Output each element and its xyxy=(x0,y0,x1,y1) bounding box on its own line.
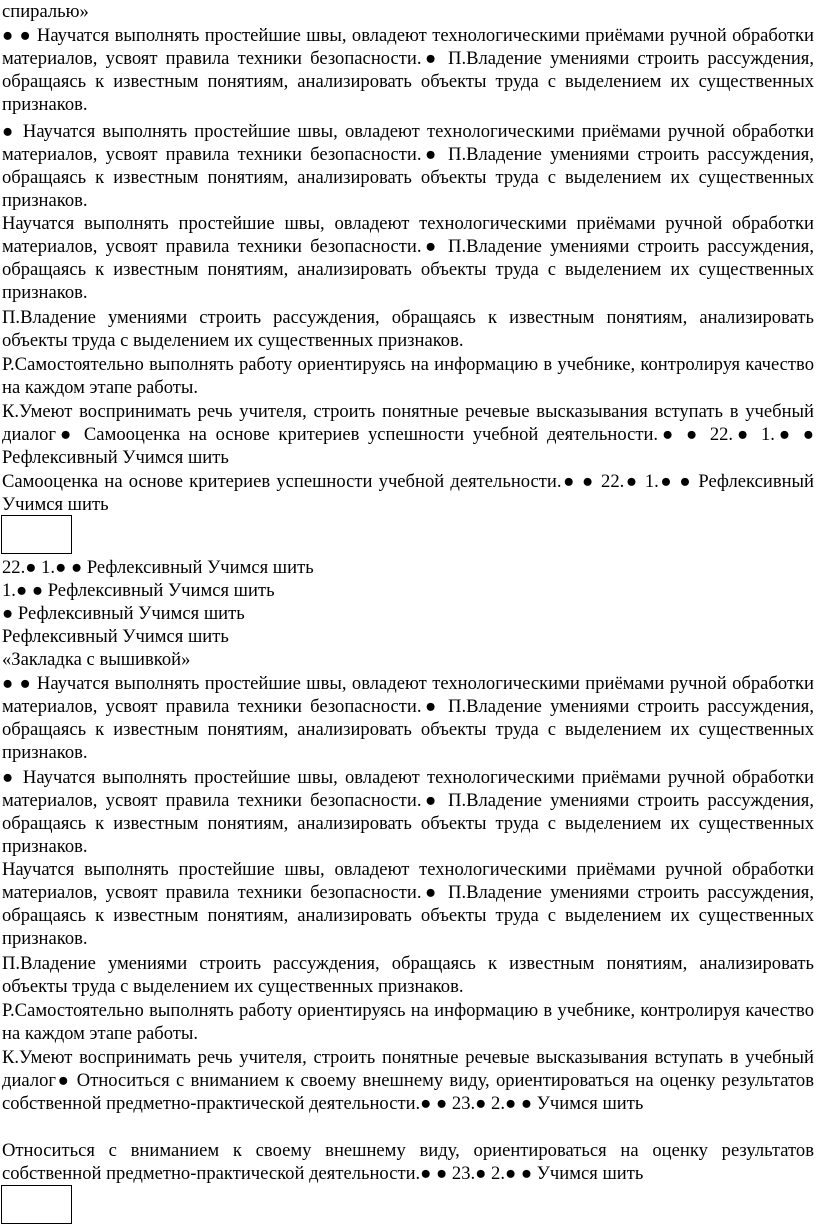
paragraph: П.Владение умениями строить рассуждения, обращаясь к известным понятиям, анализировать объекты труда с выделением их существенных признаков. xyxy=(2,307,814,351)
empty-table-cell xyxy=(1,515,72,554)
paragraph: ● ● Научатся выполнять простейшие швы, овладеют технологическими приёмами ручной обработки материалов, усвоят правила техники безопасности.● П.Владение умениями строить рассуждения, обращаясь к известным понятиям, анализировать объекты труда с выделением их существенных признаков. xyxy=(2,25,814,115)
paragraph: Научатся выполнять простейшие швы, овладеют технологическими приёмами ручной обработки материалов, усвоят правила техники безопасности.● П.Владение умениями строить рассуждения, обращаясь к известным понятиям, анализировать объекты труда с выделением их существенных признаков. xyxy=(2,859,814,949)
paragraph: Р.Самостоятельно выполнять работу ориентируясь на информацию в учебнике, контролируя качество на каждом этапе работы. xyxy=(2,1000,814,1044)
paragraph: Р.Самостоятельно выполнять работу ориентируясь на информацию в учебнике, контролируя качество на каждом этапе работы. xyxy=(2,354,814,398)
empty-table-cell xyxy=(1,1185,72,1224)
paragraph: ● ● Научатся выполнять простейшие швы, овладеют технологическими приёмами ручной обработки материалов, усвоят правила техники безопасности.● П.Владение умениями строить рассуждения, обращаясь к известным понятиям, анализировать объекты труда с выделением их существенных признаков. xyxy=(2,673,814,763)
paragraph: К.Умеют воспринимать речь учителя, строить понятные речевые высказывания вступать в учебный диалог● Относиться с вниманием к своему внешнему виду, ориентироваться на оценку результатов собственной предметно-практической деятельности.● ● 23.● 2.● ● Учимся шить xyxy=(2,1047,814,1114)
text-line: спиралью» xyxy=(2,1,89,22)
paragraph: Научатся выполнять простейшие швы, овладеют технологическими приёмами ручной обработки материалов, усвоят правила техники безопасности.● П.Владение умениями строить рассуждения, обращаясь к известным понятиям, анализировать объекты труда с выделением их существенных признаков. xyxy=(2,213,814,303)
paragraph: П.Владение умениями строить рассуждения, обращаясь к известным понятиям, анализировать объекты труда с выделением их существенных признаков. xyxy=(2,953,814,997)
paragraph: Самооценка на основе критериев успешности учебной деятельности.● ● 22.● 1.● ● Рефлексивный Учимся шить xyxy=(2,471,814,515)
text-line: 1.● ● Рефлексивный Учимся шить xyxy=(2,580,275,601)
paragraph: ● Научатся выполнять простейшие швы, овладеют технологическими приёмами ручной обработки материалов, усвоят правила техники безопасности.● П.Владение умениями строить рассуждения, обращаясь к известным понятиям, анализировать объекты труда с выделением их существенных признаков. xyxy=(2,121,814,211)
text-line: ● Рефлексивный Учимся шить xyxy=(2,603,245,624)
text-line: 22.● 1.● ● Рефлексивный Учимся шить xyxy=(2,557,314,578)
section-title: «Закладка с вышивкой» xyxy=(2,649,191,670)
paragraph: Относиться с вниманием к своему внешнему виду, ориентироваться на оценку результатов собственной предметно-практической деятельности.● ● 23.● 2.● ● Учимся шить xyxy=(2,1140,814,1184)
paragraph: К.Умеют воспринимать речь учителя, строить понятные речевые высказывания вступать в учебный диалог● Самооценка на основе критериев успешности учебной деятельности.● ● 22.● 1.● ● Рефлексивный Учимся шить xyxy=(2,401,814,468)
paragraph: ● Научатся выполнять простейшие швы, овладеют технологическими приёмами ручной обработки материалов, усвоят правила техники безопасности.● П.Владение умениями строить рассуждения, обращаясь к известным понятиям, анализировать объекты труда с выделением их существенных признаков. xyxy=(2,767,814,857)
text-line: Рефлексивный Учимся шить xyxy=(2,626,229,647)
